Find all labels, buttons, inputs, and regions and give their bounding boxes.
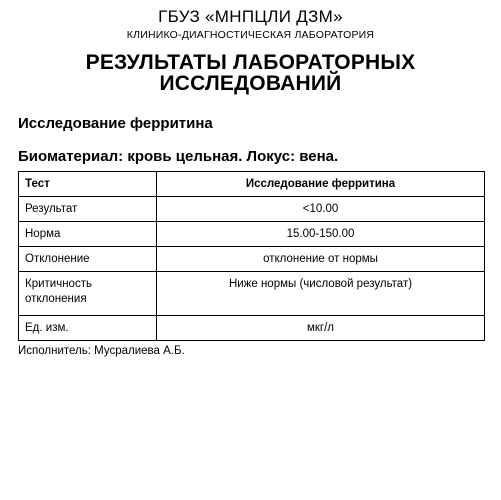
performer: Исполнитель: Мусралиева А.Б. [18,345,185,357]
row-label-norm: Норма [19,222,157,247]
row-label-criticality: Критичность отклонения [19,272,157,316]
row-value-result: <10.00 [157,197,485,222]
table-row [19,197,485,222]
table-row [19,222,485,247]
row-label-result: Результат [19,197,157,222]
document-title [0,52,501,94]
table-header-row [19,172,485,197]
table-header-study: Исследование ферритина [157,172,485,197]
row-value-norm: 15.00-150.00 [157,222,485,247]
row-label-deviation: Отклонение [19,247,157,272]
table-row [19,316,485,341]
biomaterial-info: Биоматериал: кровь цельная. Локус: вена. [18,148,339,165]
results-table [18,171,485,341]
laboratory-name: КЛИНИКО-ДИАГНОСТИЧЕСКАЯ ЛАБОРАТОРИЯ [126,29,375,41]
row-label-unit: Ед. изм. [19,316,157,341]
table-header-test: Тест [19,172,157,197]
document-title-line-2: ИССЛЕДОВАНИЙ [159,72,342,95]
organization-name: ГБУЗ «МНПЦЛИ ДЗМ» [158,7,343,26]
table-row [19,247,485,272]
row-value-criticality: Ниже нормы (числовой результат) [157,272,485,316]
document-title-line-1: РЕЗУЛЬТАТЫ ЛАБОРАТОРНЫХ [85,51,416,74]
table-row [19,272,485,316]
row-value-unit: мкг/л [157,316,485,341]
row-value-deviation: отклонение от нормы [157,247,485,272]
study-name: Исследование ферритина [18,115,213,132]
